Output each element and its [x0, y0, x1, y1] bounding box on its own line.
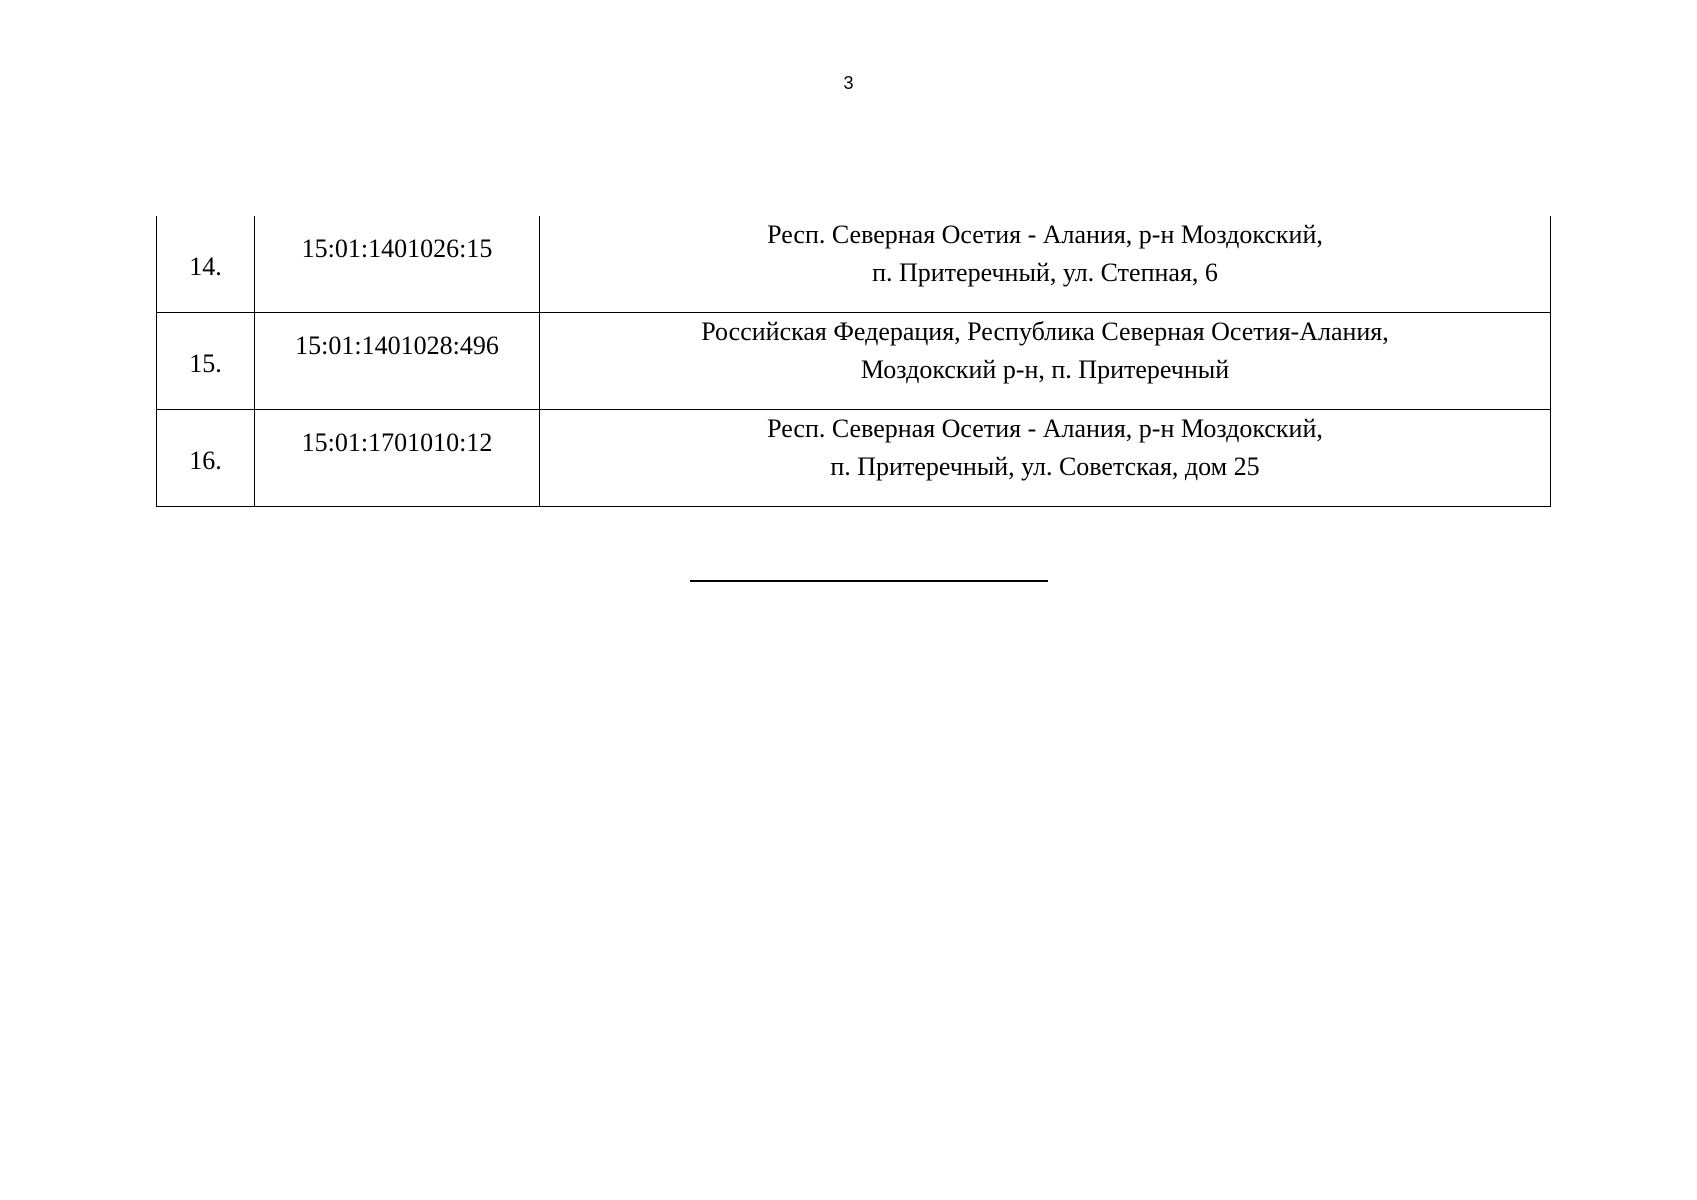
table-row [157, 410, 1551, 507]
cadastral-number-cell [255, 313, 540, 410]
table-row [157, 216, 1551, 313]
address-line: п. Притеречный, ул. Советская, дом 25 [830, 452, 1260, 481]
cadastral-number: 15:01:1401026:15 [301, 234, 493, 263]
table-row [157, 313, 1551, 410]
address-line: Респ. Северная Осетия - Алания, р-н Моздокский, [767, 414, 1323, 443]
row-number: 16. [189, 446, 222, 475]
cadastral-number: 15:01:1701010:12 [301, 428, 493, 457]
row-number-cell [157, 313, 255, 410]
row-number-cell [157, 410, 255, 507]
cadastral-number: 15:01:1401028:496 [295, 331, 499, 360]
cadastral-number-cell [255, 410, 540, 507]
address-line: Российская Федерация, Республика Северная Осетия-Алания, [701, 317, 1389, 346]
cadastral-number-cell [255, 216, 540, 313]
row-number-cell [157, 216, 255, 313]
cadastral-table [156, 216, 1551, 507]
row-number: 14. [189, 252, 222, 281]
address-cell [540, 216, 1551, 313]
address-cell [540, 410, 1551, 507]
row-number: 15. [189, 349, 222, 378]
address-line: п. Притеречный, ул. Степная, 6 [872, 258, 1218, 287]
address-line: Респ. Северная Осетия - Алания, р-н Моздокский, [767, 220, 1323, 249]
address-cell [540, 313, 1551, 410]
address-line: Моздокский р-н, п. Притеречный [860, 355, 1230, 384]
page-number: 3 [843, 73, 854, 93]
end-of-document-rule [690, 580, 1048, 582]
